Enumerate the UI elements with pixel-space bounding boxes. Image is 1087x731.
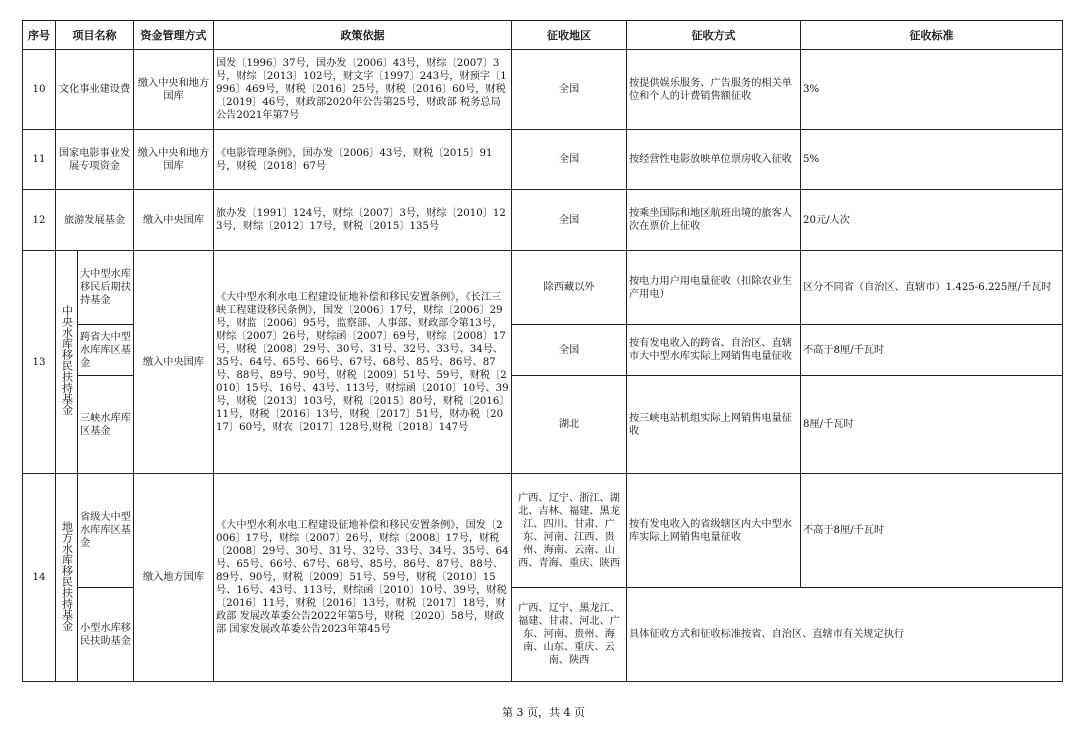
row-standard: 3% <box>801 50 1063 130</box>
sub-name: 大中型水库移民后期扶持基金 <box>78 251 134 325</box>
header-no: 序号 <box>23 21 56 50</box>
sub-name: 小型水库移民扶助基金 <box>78 588 134 682</box>
table-row <box>23 130 1063 190</box>
sub-name: 跨省大中型水库库区基金 <box>78 325 134 376</box>
row-region: 全国 <box>512 190 627 251</box>
row-manage: 缴入中央和地方国库 <box>134 50 214 130</box>
header-standard: 征收标准 <box>801 21 1063 50</box>
group-name: 地方水库移民扶持基金 <box>60 520 74 631</box>
sub-method: 按电力用户用电量征收（扣除农业生产用电） <box>627 251 801 325</box>
sub-region: 除西藏以外 <box>512 251 627 325</box>
row-standard: 20元/人次 <box>801 190 1063 251</box>
sub-method: 按三峡电站机组实际上网销售电量征收 <box>627 376 801 474</box>
row-standard: 5% <box>801 130 1063 190</box>
row-policy: 《电影管理条例》，国办发〔2006〕43号，财税〔2015〕91号，财税〔2018〕67号 <box>214 130 512 190</box>
sub-name: 三峡水库库区基金 <box>78 376 134 474</box>
header-name: 项目名称 <box>56 21 134 50</box>
header-row <box>23 21 1063 50</box>
row-no: 11 <box>23 130 56 190</box>
row-manage: 缴入中央国库 <box>134 251 214 474</box>
row-manage: 缴入中央和地方国库 <box>134 130 214 190</box>
sub-standard: 不高于8厘/千瓦时 <box>801 325 1063 376</box>
sub-name: 省级大中型水库库区基金 <box>78 474 134 588</box>
fee-table <box>22 20 1063 682</box>
page-footer: 第 3 页，共 4 页 <box>502 706 585 719</box>
row-method: 按乘坐国际和地区航班出境的旅客人次在票价上征收 <box>627 190 801 251</box>
table-row <box>23 474 1063 588</box>
sub-method: 按有发电收入的省级辖区内大中型水库实际上网销售电量征收 <box>627 474 801 588</box>
row-method: 按经营性电影放映单位票房收入征收 <box>627 130 801 190</box>
row-manage: 缴入中央国库 <box>134 190 214 251</box>
row-region: 全国 <box>512 50 627 130</box>
sub-standard: 8厘/千瓦时 <box>801 376 1063 474</box>
row-name: 旅游发展基金 <box>56 190 134 251</box>
sub-method: 按有发电收入的跨省、自治区、直辖市大中型水库实际上网销售电量征收 <box>627 325 801 376</box>
row-no: 14 <box>23 474 56 682</box>
group-name: 中央水库移民扶持基金 <box>60 305 74 415</box>
row-manage: 缴入地方国库 <box>134 474 214 682</box>
sub-region: 全国 <box>512 325 627 376</box>
sub-region: 广西、辽宁、浙江、湖北、吉林、福建、黑龙江、四川、甘肃、广东、河南、江西、贵州、海南、云南、山西、青海、重庆、陕西 <box>512 474 627 588</box>
row-method: 按提供娱乐服务、广告服务的相关单位和个人的计费销售额征收 <box>627 50 801 130</box>
sub-method-merged: 具体征收方式和征收标准按省、自治区、直辖市有关规定执行 <box>627 588 1063 682</box>
sub-standard: 不高于8厘/千瓦时 <box>801 474 1063 588</box>
row-policy: 旅办发〔1991〕124号，财综〔2007〕3号，财综〔2010〕123号，财综〔2012〕17号，财税〔2015〕135号 <box>214 190 512 251</box>
group-name-cell <box>56 251 78 474</box>
group-name-cell <box>56 474 78 682</box>
sub-standard: 区分不同省（自治区、直辖市）1.425-6.225厘/千瓦时 <box>801 251 1063 325</box>
sub-region: 湖北 <box>512 376 627 474</box>
header-region: 征收地区 <box>512 21 627 50</box>
row-policy: 《大中型水利水电工程建设征地补偿和移民安置条例》，国发〔2006〕17号，财综〔2007〕26号，财综〔2008〕17号，财税〔2008〕29号、30号、31号、32号、33号、34号、35号、64号、65号、66号、67号、68号、85号、86号、87号、88号、89号、90号，财税〔2009〕51号、59号，财税〔2010〕15号、16号、43号、113号，财综函〔2010〕10号、39号，财税〔2016〕11号，财税〔2016〕13号，财税〔2017〕18号，财政部 发展改革委公告2022年第5号，财税〔2020〕58号，财政部 国家发展改革委公告2023年第45号 <box>214 474 512 682</box>
table-row <box>23 50 1063 130</box>
row-name: 文化事业建设费 <box>56 50 134 130</box>
row-name: 国家电影事业发展专项资金 <box>56 130 134 190</box>
header-policy: 政策依据 <box>214 21 512 50</box>
row-no: 10 <box>23 50 56 130</box>
row-no: 12 <box>23 190 56 251</box>
header-manage: 资金管理方式 <box>134 21 214 50</box>
row-policy: 国发〔1996〕37号，国办发〔2006〕43号，财综〔2007〕3号，财综〔2013〕102号，财文字〔1997〕243号，财预字〔1996〕469号，财税〔2016〕25号，财税〔2016〕60号，财税〔2019〕46号，财政部2020年公告第25号，财政部 税务总局公告2021年第7号 <box>214 50 512 130</box>
row-region: 全国 <box>512 130 627 190</box>
row-policy: 《大中型水利水电工程建设征地补偿和移民安置条例》，《长江三峡工程建设移民条例》，国发〔2006〕17号，财综〔2006〕29号，财监〔2006〕95号，监察部、人事部、财政部令第13号，财综〔2007〕26号，财综函〔2007〕69号，财综〔2008〕17号，财税〔2008〕29号、30号、31号、32号、33号、34号、35号、64号、65号、66号、67号、68号、85号、86号、87号、88号、89号、90号，财税〔2009〕51号、59号，财税〔2010〕15号、16号、43号、113号，财综函〔2010〕10号、39号，财税〔2013〕103号，财税〔2015〕80号，财税〔2016〕11号，财税〔2016〕13号，财税〔2017〕51号，财办税〔2017〕60号，财农〔2017〕128号,财税〔2018〕147号 <box>214 251 512 474</box>
row-no: 13 <box>23 251 56 474</box>
table-row <box>23 190 1063 251</box>
header-method: 征收方式 <box>627 21 801 50</box>
sub-region: 广西、辽宁、黑龙江、福建、甘肃、河北、广东、河南、贵州、海南、山东、重庆、云南、陕西 <box>512 588 627 682</box>
table-row <box>23 251 1063 325</box>
